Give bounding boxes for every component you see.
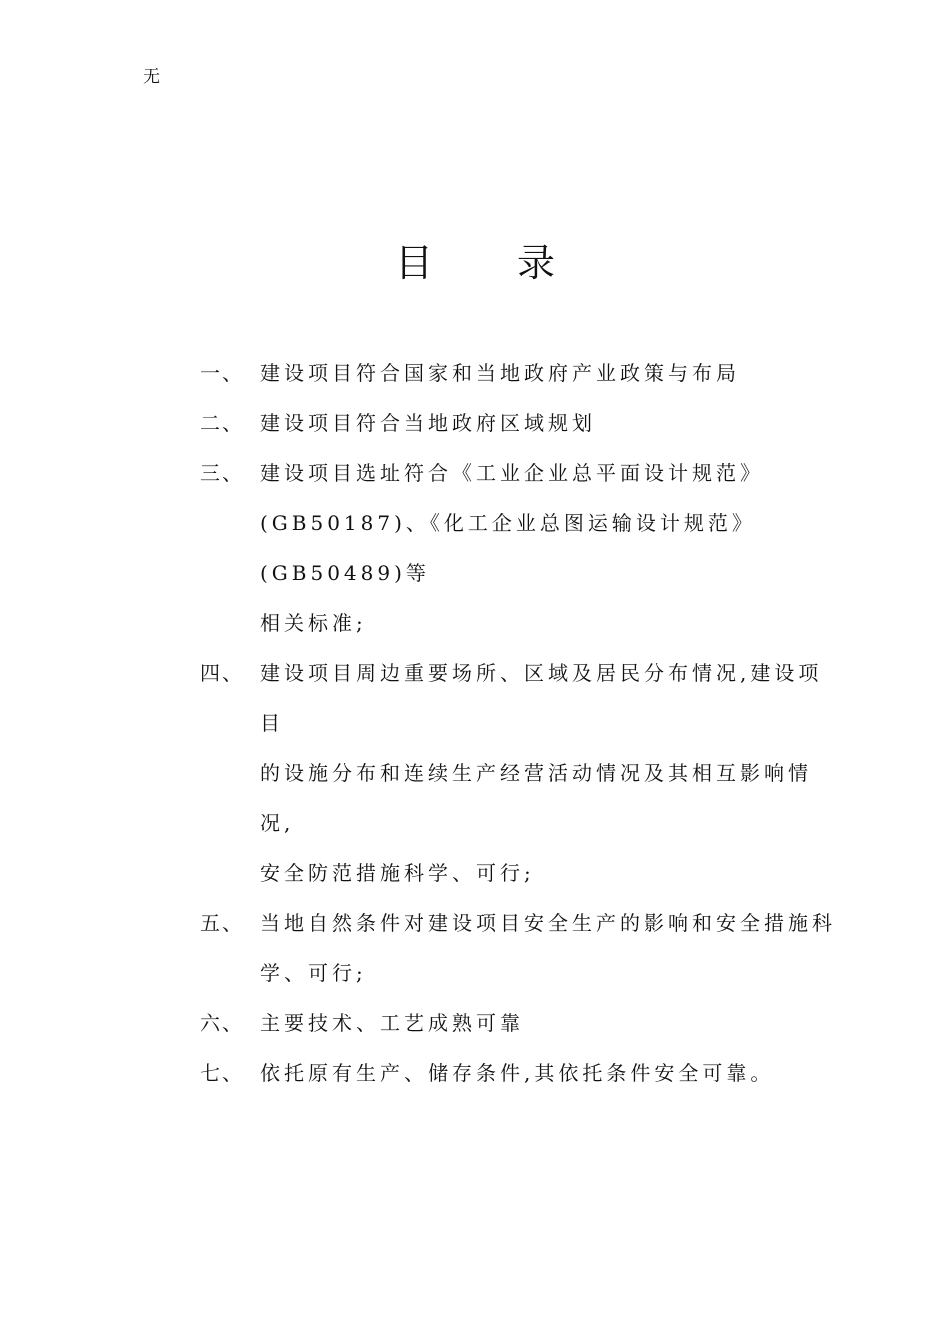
toc-line: 建设项目符合当地政府区域规划 [260, 411, 596, 435]
toc-line: 建设项目选址符合《工业企业总平面设计规范》 [260, 461, 764, 485]
toc-line: 依托原有生产、储存条件,其依托条件安全可靠。 [260, 1061, 775, 1085]
toc-line: 当地自然条件对建设项目安全生产的影响和安全措施科 [260, 911, 836, 935]
toc-item-5 [200, 898, 840, 998]
toc-text [260, 348, 840, 398]
toc-item-4 [200, 648, 840, 898]
toc-text [260, 648, 840, 898]
toc-text [260, 998, 840, 1048]
toc-number: 四、 [200, 661, 244, 685]
toc-item-6 [200, 998, 840, 1048]
page-title: 目 录 [394, 241, 592, 285]
toc-number: 六、 [200, 1011, 244, 1035]
toc-text [260, 448, 840, 648]
toc-item-2 [200, 398, 840, 448]
toc-text [260, 898, 840, 998]
toc-number: 一、 [200, 361, 244, 385]
toc-text [260, 1048, 840, 1098]
toc-number: 二、 [200, 411, 244, 435]
toc-line: 主要技术、工艺成熟可靠 [260, 1011, 524, 1035]
toc-number: 七、 [200, 1061, 244, 1085]
toc-text [260, 398, 840, 448]
table-of-contents [200, 348, 840, 1098]
toc-line: 安全防范措施科学、可行; [260, 861, 535, 885]
toc-item-3 [200, 448, 840, 648]
toc-line: 建设项目周边重要场所、区域及居民分布情况,建设项目 [260, 661, 823, 735]
toc-number: 三、 [200, 461, 244, 485]
toc-number: 五、 [200, 911, 244, 935]
toc-item-7 [200, 1048, 840, 1098]
corner-note: 无 [143, 67, 160, 87]
toc-line: (GB50187)、《化工企业总图运输设计规范》(GB50489)等 [260, 511, 756, 585]
toc-line: 的设施分布和连续生产经营活动情况及其相互影响情况, [260, 761, 812, 835]
toc-line: 学、可行; [260, 961, 367, 985]
toc-item-1 [200, 348, 840, 398]
toc-line: 建设项目符合国家和当地政府产业政策与布局 [260, 361, 740, 385]
toc-line: 相关标准; [260, 611, 367, 635]
